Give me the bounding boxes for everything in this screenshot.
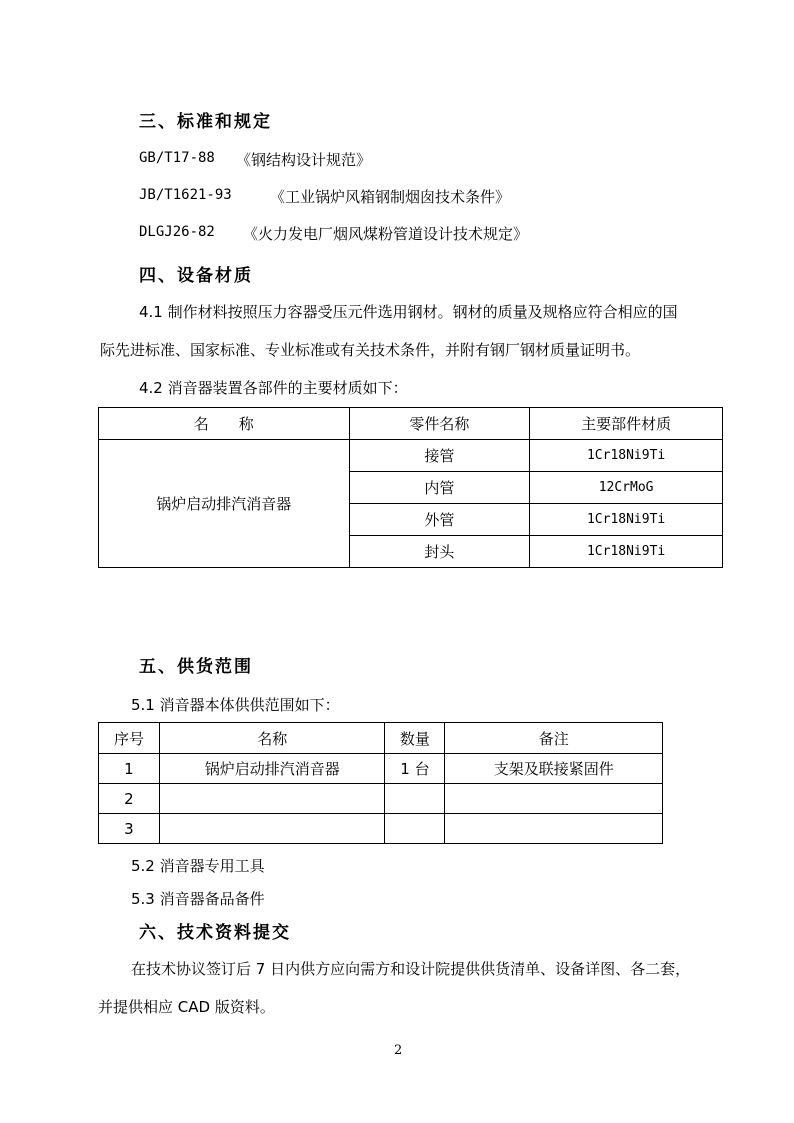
supply-header-no: 序号: [99, 723, 160, 754]
section-5-paragraph-1: 5.1 消音器本体供供范围如下：: [131, 696, 340, 714]
section-4-paragraph-2: 4.2 消音器装置各部件的主要材质如下：: [139, 379, 408, 397]
materials-material: 1Cr18Ni9Ti: [530, 504, 723, 536]
supply-row-note: 支架及联接紧固件: [445, 754, 663, 784]
materials-header-part: 零件名称: [349, 408, 530, 440]
section-5-paragraph-2: 5.2 消音器专用工具: [131, 857, 265, 875]
section-6-heading: 六、技术资料提交: [139, 923, 291, 943]
standard-code-2: JB/T1621-93: [139, 187, 232, 203]
materials-part: 封头: [349, 536, 530, 568]
materials-material: 1Cr18Ni9Ti: [530, 536, 723, 568]
materials-material: 1Cr18Ni9Ti: [530, 440, 723, 472]
supply-row-name: [159, 814, 385, 844]
standard-name-1: 《钢结构设计规范》: [236, 151, 372, 169]
materials-part: 接管: [349, 440, 530, 472]
materials-header-name: 名 称: [99, 408, 350, 440]
supply-row-qty: [385, 814, 445, 844]
supply-row-qty: [385, 784, 445, 814]
section-6-line-2: 并提供相应 CAD 版资料。: [98, 998, 275, 1016]
supply-row-note: [445, 814, 663, 844]
supply-row-qty: 1 台: [385, 754, 445, 784]
supply-table: [98, 722, 663, 844]
section-4-heading: 四、设备材质: [139, 266, 253, 286]
section-6-line-1: 在技术协议签订后 7 日内供方应向需方和设计院提供供货清单、设备详图、各二套，: [131, 960, 691, 978]
section-5-paragraph-3: 5.3 消音器备品备件: [131, 890, 265, 908]
section-4-paragraph-1-line-2: 际先进标准、国家标准、专业标准或有关技术条件，并附有钢厂钢材质量证明书。: [100, 341, 641, 359]
supply-header-note: 备注: [445, 723, 663, 754]
standard-name-3: 《火力发电厂烟风煤粉管道设计技术规定》: [243, 225, 529, 243]
page-number: 2: [394, 1043, 403, 1058]
supply-row-note: [445, 784, 663, 814]
supply-row-no: 3: [99, 814, 160, 844]
standard-code-1: GB/T17-88: [139, 150, 215, 166]
supply-row-no: 1: [99, 754, 160, 784]
standard-name-2: 《工业锅炉风箱钢制烟囱技术条件》: [270, 188, 511, 206]
materials-table: [98, 407, 723, 568]
standard-code-3: DLGJ26-82: [139, 224, 215, 240]
materials-material: 12CrMoG: [530, 472, 723, 504]
supply-header-qty: 数量: [385, 723, 445, 754]
materials-part: 内管: [349, 472, 530, 504]
supply-row-name: [159, 784, 385, 814]
supply-header-name: 名称: [159, 723, 385, 754]
section-5-heading: 五、供货范围: [139, 657, 253, 677]
section-3-heading: 三、标准和规定: [139, 112, 272, 132]
section-4-paragraph-1-line-1: 4.1 制作材料按照压力容器受压元件选用钢材。钢材的质量及规格应符合相应的国: [139, 303, 678, 321]
supply-row-name: 锅炉启动排汽消音器: [159, 754, 385, 784]
supply-row-no: 2: [99, 784, 160, 814]
materials-header-material: 主要部件材质: [530, 408, 723, 440]
materials-device-name: 锅炉启动排汽消音器: [99, 440, 350, 568]
materials-part: 外管: [349, 504, 530, 536]
